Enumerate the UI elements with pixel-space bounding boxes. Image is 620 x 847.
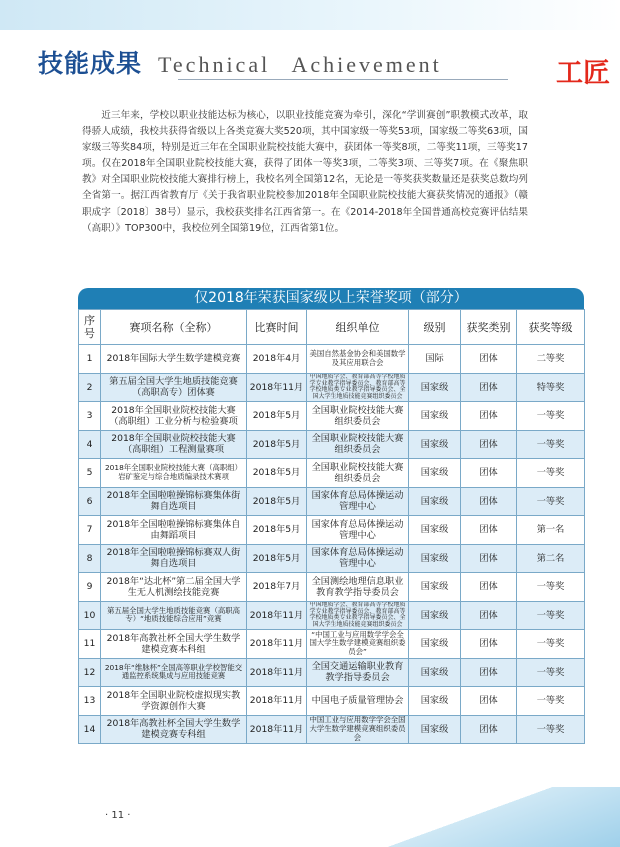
cell-level: 国际 bbox=[409, 345, 461, 374]
cell-name: 2018年“维脉杯”全国高等职业学校智能交通监控系统集成与应用技能竞赛 bbox=[101, 658, 247, 687]
cell-no: 2 bbox=[79, 373, 101, 402]
page-header bbox=[38, 40, 442, 80]
cell-no: 1 bbox=[79, 345, 101, 374]
cell-level: 国家级 bbox=[409, 687, 461, 716]
cell-time: 2018年5月 bbox=[247, 487, 307, 516]
cell-name: 第五届全国大学生地质技能竞赛（高职高专）团体赛 bbox=[101, 373, 247, 402]
header-underline bbox=[178, 79, 508, 80]
cell-level: 国家级 bbox=[409, 658, 461, 687]
cell-grade: 第二名 bbox=[517, 544, 585, 573]
logo-text: 工匠 bbox=[556, 58, 610, 89]
cell-type: 团体 bbox=[461, 544, 517, 573]
cell-no: 14 bbox=[79, 715, 101, 744]
cell-no: 5 bbox=[79, 459, 101, 488]
cell-type: 团体 bbox=[461, 516, 517, 545]
awards-table bbox=[78, 309, 585, 744]
cell-no: 10 bbox=[79, 601, 101, 630]
cell-org: 全国测绘地理信息职业教育教学指导委员会 bbox=[307, 573, 409, 602]
cell-name: 2018年全国职业院校技能大赛（高职组）岩矿鉴定与综合地质编录技术赛项 bbox=[101, 459, 247, 488]
cell-level: 国家级 bbox=[409, 402, 461, 431]
cell-org: 中国地质学会、教育部高等学校地质学专业教学指导委员会、教育部高等学校地质类专业教学指导委员会、全国大学生地质技能竞赛组织委员会 bbox=[307, 373, 409, 402]
cell-type: 团体 bbox=[461, 487, 517, 516]
cell-type: 团体 bbox=[461, 687, 517, 716]
cell-grade: 二等奖 bbox=[517, 345, 585, 374]
cell-type: 团体 bbox=[461, 373, 517, 402]
cell-type: 团体 bbox=[461, 345, 517, 374]
header-level: 级别 bbox=[409, 310, 461, 345]
cell-org: 中国地质学会、教育部高等学校地质学专业教学指导委员会、教育部高等学校地质类专业教学指导委员会、全国大学生地质技能竞赛组织委员会 bbox=[307, 601, 409, 630]
cell-grade: 一等奖 bbox=[517, 402, 585, 431]
cell-level: 国家级 bbox=[409, 430, 461, 459]
cell-org: 全国职业院校技能大赛组织委员会 bbox=[307, 430, 409, 459]
cell-org: “中国工业与应用数学学会全国大学生数学建模竞赛组织委员会” bbox=[307, 630, 409, 659]
cell-type: 团体 bbox=[461, 459, 517, 488]
section-title-cn: 技能成果 bbox=[38, 49, 143, 78]
cell-name: 2018年全国啦啦操锦标赛集体街舞自选项目 bbox=[101, 487, 247, 516]
cell-name: 2018年全国啦啦操锦标赛双人街舞自选项目 bbox=[101, 544, 247, 573]
page-number: · 11 · bbox=[105, 810, 131, 821]
cell-no: 11 bbox=[79, 630, 101, 659]
cell-time: 2018年7月 bbox=[247, 573, 307, 602]
cell-grade: 第一名 bbox=[517, 516, 585, 545]
cell-org: 美国自然基金协会和美国数学及其应用联合会 bbox=[307, 345, 409, 374]
cell-org: 国家体育总局体操运动管理中心 bbox=[307, 487, 409, 516]
craftsman-logo bbox=[556, 57, 620, 91]
table-header-row bbox=[79, 310, 585, 345]
table-row bbox=[79, 402, 585, 431]
cell-no: 3 bbox=[79, 402, 101, 431]
header-type: 获奖类别 bbox=[461, 310, 517, 345]
cell-grade: 一等奖 bbox=[517, 430, 585, 459]
cell-time: 2018年5月 bbox=[247, 459, 307, 488]
cell-type: 团体 bbox=[461, 573, 517, 602]
cell-org: 中国电子质量管理协会 bbox=[307, 687, 409, 716]
cell-org: 国家体育总局体操运动管理中心 bbox=[307, 544, 409, 573]
cell-type: 团体 bbox=[461, 402, 517, 431]
cell-time: 2018年11月 bbox=[247, 687, 307, 716]
cell-time: 2018年11月 bbox=[247, 373, 307, 402]
header-time: 比赛时间 bbox=[247, 310, 307, 345]
table-row bbox=[79, 601, 585, 630]
cell-org: 全国职业院校技能大赛组织委员会 bbox=[307, 402, 409, 431]
cell-grade: 一等奖 bbox=[517, 573, 585, 602]
header-name: 赛项名称（全称） bbox=[101, 310, 247, 345]
cell-level: 国家级 bbox=[409, 601, 461, 630]
awards-table-container bbox=[78, 288, 584, 744]
cell-level: 国家级 bbox=[409, 459, 461, 488]
table-row bbox=[79, 658, 585, 687]
table-row bbox=[79, 373, 585, 402]
cell-level: 国家级 bbox=[409, 544, 461, 573]
cell-type: 团体 bbox=[461, 715, 517, 744]
cell-no: 8 bbox=[79, 544, 101, 573]
cell-time: 2018年5月 bbox=[247, 516, 307, 545]
cell-time: 2018年11月 bbox=[247, 601, 307, 630]
table-title: 仅2018年荣获国家级以上荣誉奖项（部分） bbox=[78, 288, 584, 309]
table-row bbox=[79, 630, 585, 659]
header-no: 序号 bbox=[79, 310, 101, 345]
cell-org: 中国工业与应用数学学会全国大学生数学建模竞赛组织委员会 bbox=[307, 715, 409, 744]
cell-grade: 特等奖 bbox=[517, 373, 585, 402]
cell-grade: 一等奖 bbox=[517, 601, 585, 630]
cell-name: 2018年高教社杯全国大学生数学建模竞赛本科组 bbox=[101, 630, 247, 659]
cell-type: 团体 bbox=[461, 430, 517, 459]
cell-grade: 一等奖 bbox=[517, 715, 585, 744]
cell-level: 国家级 bbox=[409, 373, 461, 402]
cell-no: 4 bbox=[79, 430, 101, 459]
table-row bbox=[79, 715, 585, 744]
cell-time: 2018年4月 bbox=[247, 345, 307, 374]
cell-grade: 一等奖 bbox=[517, 687, 585, 716]
table-row bbox=[79, 516, 585, 545]
cell-level: 国家级 bbox=[409, 630, 461, 659]
section-title-en: Technical Achievement bbox=[158, 52, 442, 77]
corner-decoration bbox=[320, 787, 620, 847]
cell-no: 12 bbox=[79, 658, 101, 687]
cell-name: 2018年“达北杯”第二届全国大学生无人机测绘技能竞赛 bbox=[101, 573, 247, 602]
cell-time: 2018年11月 bbox=[247, 715, 307, 744]
header-org: 组织单位 bbox=[307, 310, 409, 345]
header-grade: 获奖等级 bbox=[517, 310, 585, 345]
cell-grade: 一等奖 bbox=[517, 658, 585, 687]
cell-no: 6 bbox=[79, 487, 101, 516]
cell-name: 2018年全国职业院校虚拟现实教学资源创作大赛 bbox=[101, 687, 247, 716]
cell-type: 团体 bbox=[461, 601, 517, 630]
cell-grade: 一等奖 bbox=[517, 487, 585, 516]
cell-type: 团体 bbox=[461, 658, 517, 687]
cell-level: 国家级 bbox=[409, 715, 461, 744]
cell-time: 2018年5月 bbox=[247, 430, 307, 459]
cell-level: 国家级 bbox=[409, 516, 461, 545]
table-row bbox=[79, 487, 585, 516]
cell-name: 2018年全国职业院校技能大赛（高职组）工业分析与检验赛项 bbox=[101, 402, 247, 431]
table-row bbox=[79, 430, 585, 459]
cell-no: 7 bbox=[79, 516, 101, 545]
cell-no: 13 bbox=[79, 687, 101, 716]
cell-no: 9 bbox=[79, 573, 101, 602]
cell-name: 2018年高教社杯全国大学生数学建模竞赛专科组 bbox=[101, 715, 247, 744]
table-row bbox=[79, 573, 585, 602]
cell-type: 团体 bbox=[461, 630, 517, 659]
cell-time: 2018年5月 bbox=[247, 544, 307, 573]
cell-time: 2018年11月 bbox=[247, 630, 307, 659]
table-row bbox=[79, 544, 585, 573]
table-row bbox=[79, 687, 585, 716]
intro-paragraph: 近三年来，学校以职业技能达标为核心，以职业技能竞赛为牵引，深化“学训赛创”职教模式改革，取得骄人成绩，我校共获得省级以上各类竞赛大奖520项，其中国家级一等奖53项，国家级二等奖63项，国家级三等奖84项，特别是近三年在全国职业院校技能大赛中，获团体一等奖8项，二等奖11项，三等奖17项。仅在2018年全国职业院校技能大赛，获得了团体一等奖3项，二等奖3项、三等奖7项。在《聚焦职教》对全国职业院校技能大赛排行榜上，我校名列全国第12名，无论是一等奖获奖数量还是获奖总数均列全省第一。据江西省教育厅《关于我省职业院校参加2018年全国职业院校技能大赛获奖情况的通报》（赣职成字〔2018〕38号）显示，我校获奖排名江西省第一。在《2014-2018年全国普通高校竞赛评估结果（高职）》TOP300中，我校位列全国第19位，江西省第1位。 bbox=[82, 110, 528, 234]
cell-name: 2018年国际大学生数学建模竞赛 bbox=[101, 345, 247, 374]
cell-name: 2018年全国职业院校技能大赛（高职组）工程测量赛项 bbox=[101, 430, 247, 459]
cell-org: 全国职业院校技能大赛组织委员会 bbox=[307, 459, 409, 488]
cell-time: 2018年5月 bbox=[247, 402, 307, 431]
cell-org: 全国交通运输职业教育教学指导委员会 bbox=[307, 658, 409, 687]
table-row bbox=[79, 345, 585, 374]
cell-level: 国家级 bbox=[409, 487, 461, 516]
cell-level: 国家级 bbox=[409, 573, 461, 602]
table-row bbox=[79, 459, 585, 488]
cell-name: 2018年全国啦啦操锦标赛集体自由舞蹈项目 bbox=[101, 516, 247, 545]
cell-grade: 一等奖 bbox=[517, 630, 585, 659]
cell-grade: 一等奖 bbox=[517, 459, 585, 488]
top-decoration-band bbox=[0, 0, 620, 30]
cell-time: 2018年11月 bbox=[247, 658, 307, 687]
cell-name: 第五届全国大学生地质技能竞赛（高职高专）“地质技能综合应用”竞赛 bbox=[101, 601, 247, 630]
cell-org: 国家体育总局体操运动管理中心 bbox=[307, 516, 409, 545]
